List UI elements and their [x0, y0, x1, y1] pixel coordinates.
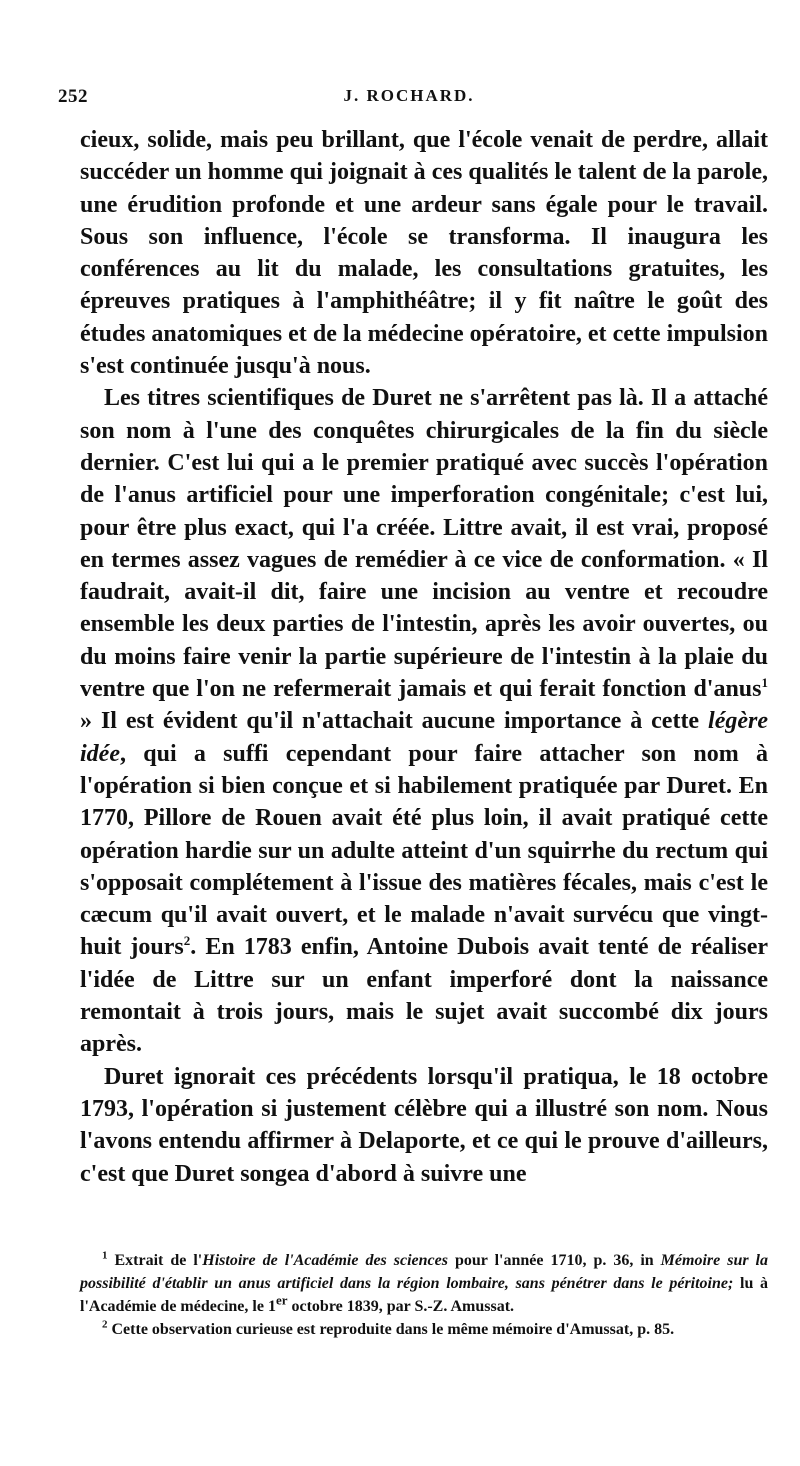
paragraph — [80, 124, 768, 382]
italic-text: légère idée — [80, 708, 768, 767]
text-run: cieux, solide, mais peu brillant, que l'école venait de perdre, allait succéder un homme qui joignait à ces qualités le talent de la parole, une érudition profonde et une ardeur sans égale pour le travail. Sous son influence, l'école se transforma. Il inaugura les conférences au lit du malade, les consultations gratuites, les épreuves pratiques à l'amphithéâtre; il y fit naître le goût des études anatomiques et de la médecine opératoire, et cette impulsion s'est continuée jusqu'à nous. — [80, 127, 768, 380]
text-run: . En 1783 enfin, Antoine Dubois avait tenté de réaliser l'idée de Littre sur un enfant imperforé dont la naissance remontait à trois jours, mais le sujet avait succombé dix jours après. — [80, 934, 769, 1058]
body-text — [80, 124, 768, 1190]
footnote-number: 2 — [102, 1318, 108, 1331]
footnote-number: 1 — [102, 1249, 108, 1262]
footnote — [80, 1249, 768, 1318]
page-number: 252 — [58, 86, 88, 107]
text-run: lu à l'Académie de médecine, le 1 — [80, 1275, 769, 1315]
text-run: pour l'année 1710, p. 36, in — [447, 1252, 661, 1269]
text-run: Extrait de l' — [114, 1252, 203, 1269]
running-head: J. ROCHARD. — [343, 86, 475, 105]
footnotes — [80, 1249, 768, 1341]
paragraph — [80, 1061, 768, 1190]
italic-text: Histoire de l'Académie des sciences — [202, 1252, 448, 1269]
footnote-ref: er — [275, 1292, 288, 1308]
text-run: octobre 1839, par S.-Z. Amussat. — [287, 1298, 515, 1315]
paragraph — [80, 382, 768, 1060]
footnote-ref: 2 — [183, 933, 191, 949]
text-run: Les titres scientifiques de Duret ne s'arrêtent pas là. Il a attaché son nom à l'une des conquêtes chirurgicales de la fin du siècle dernier. C'est lui qui a le premier pratiqué avec succès l'opération de l'anus artificiel pour une imperforation congénitale; c'est lui, pour être plus exact, qui l'a créée. Littre avait, il est vrai, proposé en termes assez vagues de remédier à ce vice de conformation. « Il faudrait, avait-il dit, faire une incision au ventre et recoudre ensemble les deux parties de l'intestin, après les avoir ouvertes, ou du moins faire venir la partie supérieure de l'intestin à la plaie du ventre que l'on ne refermerait jamais et qui ferait fonction d'anus — [80, 385, 768, 703]
footnote — [80, 1318, 768, 1341]
italic-text: Mémoire sur la possibilité d'établir un anus artificiel dans la région lombaire, sans pénétrer dans le péritoine; — [80, 1252, 769, 1292]
text-run: » Il est évident qu'il n'attachait aucune importance à cette — [80, 708, 709, 735]
text-run: Cette observation curieuse est reproduite dans le même mémoire d'Amussat, p. 85. — [111, 1321, 675, 1338]
text-run: , qui a suffi cependant pour faire attacher son nom à l'opération si bien conçue et si habilement pratiquée par Duret. En 1770, Pillore de Rouen avait été plus loin, il avait pratiqué cette opération hardie sur un adulte atteint d'un squirrhe du rectum qui s'opposait complétement à l'issue des matières fécales, mais c'est le cæcum qu'il avait ouvert, et le malade n'avait survécu que vingt-huit jours — [80, 740, 768, 961]
text-run: Duret ignorait ces précédents lorsqu'il pratiqua, le 18 octobre 1793, l'opération si justement célèbre qui a illustré son nom. Nous l'avons entendu affirmer à Delaporte, et ce qui le prouve d'ailleurs, c'est que Duret songea d'abord à suivre une — [80, 1063, 768, 1187]
footnote-ref: 1 — [761, 675, 768, 691]
page-header — [58, 86, 760, 116]
